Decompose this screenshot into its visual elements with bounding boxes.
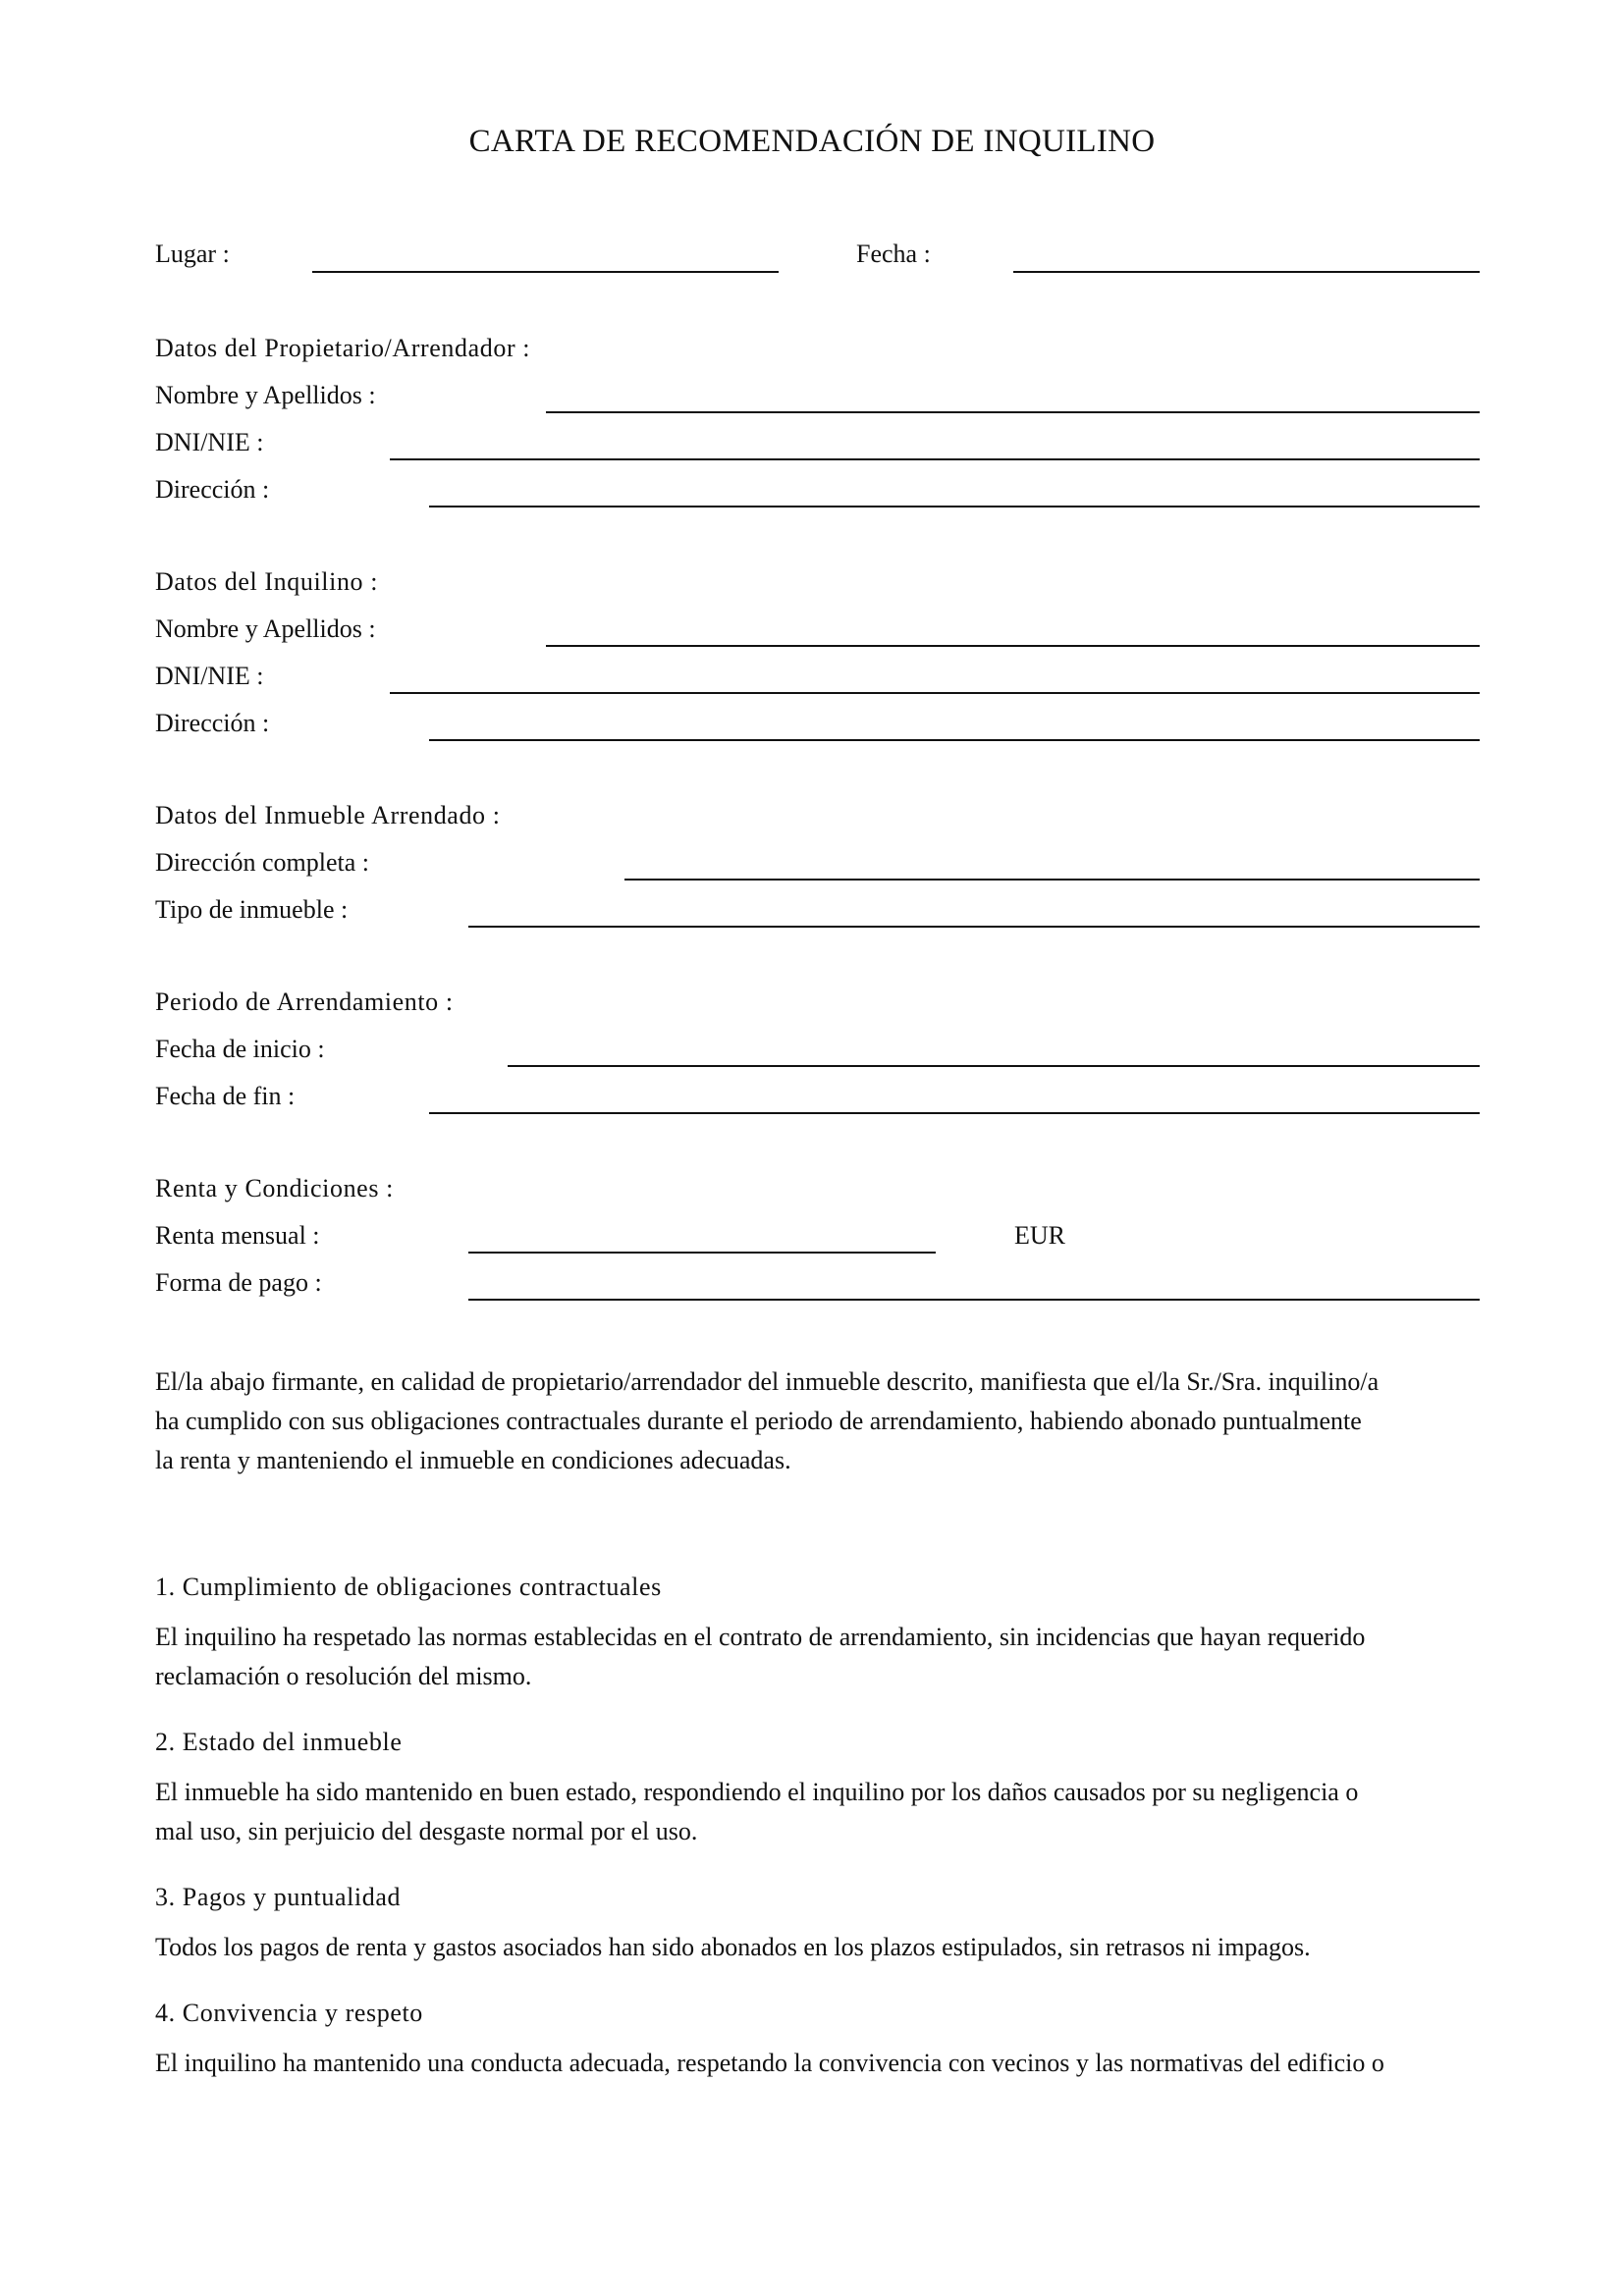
periodo-inicio-label: Fecha de inicio :	[155, 1035, 325, 1063]
propietario-nombre-field[interactable]	[546, 411, 1480, 413]
clause-2-heading: 2. Estado del inmueble	[155, 1728, 403, 1756]
propietario-dni-field[interactable]	[390, 458, 1480, 460]
periodo-inicio-field[interactable]	[508, 1065, 1480, 1067]
declaration-paragraph	[155, 1362, 1487, 1480]
renta-heading: Renta y Condiciones :	[155, 1174, 394, 1202]
propietario-direccion-field[interactable]	[429, 506, 1480, 507]
periodo-heading: Periodo de Arrendamiento :	[155, 988, 454, 1016]
clause-2-text	[155, 1773, 1487, 1851]
declaration-line: la renta y manteniendo el inmueble en condiciones adecuadas.	[155, 1446, 791, 1474]
inmueble-direccion-field[interactable]	[624, 879, 1480, 881]
inmueble-tipo-field[interactable]	[468, 926, 1480, 928]
inquilino-dni-label: DNI/NIE :	[155, 662, 264, 690]
clause-1-text	[155, 1618, 1487, 1696]
clause-1-heading: 1. Cumplimiento de obligaciones contractuales	[155, 1573, 662, 1601]
clause-line: mal uso, sin perjuicio del desgaste normal por el uso.	[155, 1817, 698, 1845]
propietario-heading: Datos del Propietario/Arrendador :	[155, 334, 531, 362]
clause-line: El inquilino ha mantenido una conducta adecuada, respetando la convivencia con vecinos y las normativas del edificio o	[155, 2049, 1384, 2077]
lugar-field[interactable]	[312, 271, 779, 273]
inquilino-direccion-label: Dirección :	[155, 709, 270, 737]
inquilino-nombre-field[interactable]	[546, 645, 1480, 647]
declaration-line: El/la abajo firmante, en calidad de propietario/arrendador del inmueble descrito, manifiesta que el/la Sr./Sra. inquilino/a	[155, 1367, 1380, 1396]
inmueble-heading: Datos del Inmueble Arrendado :	[155, 801, 501, 829]
inquilino-heading: Datos del Inquilino :	[155, 567, 379, 596]
propietario-direccion-label: Dirección :	[155, 475, 270, 504]
inmueble-direccion-label: Dirección completa :	[155, 848, 370, 877]
currency-label: EUR	[1014, 1221, 1065, 1250]
clause-3-text	[155, 1928, 1487, 1967]
page-title: CARTA DE RECOMENDACIÓN DE INQUILINO	[468, 124, 1156, 159]
clause-3-heading: 3. Pagos y puntualidad	[155, 1883, 402, 1911]
lugar-label: Lugar :	[155, 240, 230, 268]
propietario-dni-label: DNI/NIE :	[155, 428, 264, 456]
fecha-field[interactable]	[1013, 271, 1480, 273]
fecha-label: Fecha :	[856, 240, 931, 268]
renta-pago-field[interactable]	[468, 1299, 1480, 1301]
inquilino-nombre-label: Nombre y Apellidos :	[155, 614, 376, 643]
renta-pago-label: Forma de pago :	[155, 1268, 322, 1297]
inmueble-tipo-label: Tipo de inmueble :	[155, 895, 349, 924]
clause-line: reclamación o resolución del mismo.	[155, 1662, 532, 1690]
declaration-line: ha cumplido con sus obligaciones contractuales durante el periodo de arrendamiento, habiendo abonado puntualmente	[155, 1407, 1362, 1435]
inquilino-direccion-field[interactable]	[429, 739, 1480, 741]
renta-mensual-field[interactable]	[468, 1252, 936, 1254]
clause-line: El inquilino ha respetado las normas establecidas en el contrato de arrendamiento, sin incidencias que hayan requerido	[155, 1623, 1366, 1651]
periodo-fin-label: Fecha de fin :	[155, 1082, 296, 1110]
inquilino-dni-field[interactable]	[390, 692, 1480, 694]
clause-4-heading: 4. Convivencia y respeto	[155, 1999, 423, 2027]
clause-4-text	[155, 2044, 1487, 2083]
propietario-nombre-label: Nombre y Apellidos :	[155, 381, 376, 409]
renta-mensual-label: Renta mensual :	[155, 1221, 320, 1250]
periodo-fin-field[interactable]	[429, 1112, 1480, 1114]
clause-line: El inmueble ha sido mantenido en buen estado, respondiendo el inquilino por los daños causados por su negligencia o	[155, 1778, 1359, 1806]
clause-line: Todos los pagos de renta y gastos asociados han sido abonados en los plazos estipulados, sin retrasos ni impagos.	[155, 1933, 1311, 1961]
